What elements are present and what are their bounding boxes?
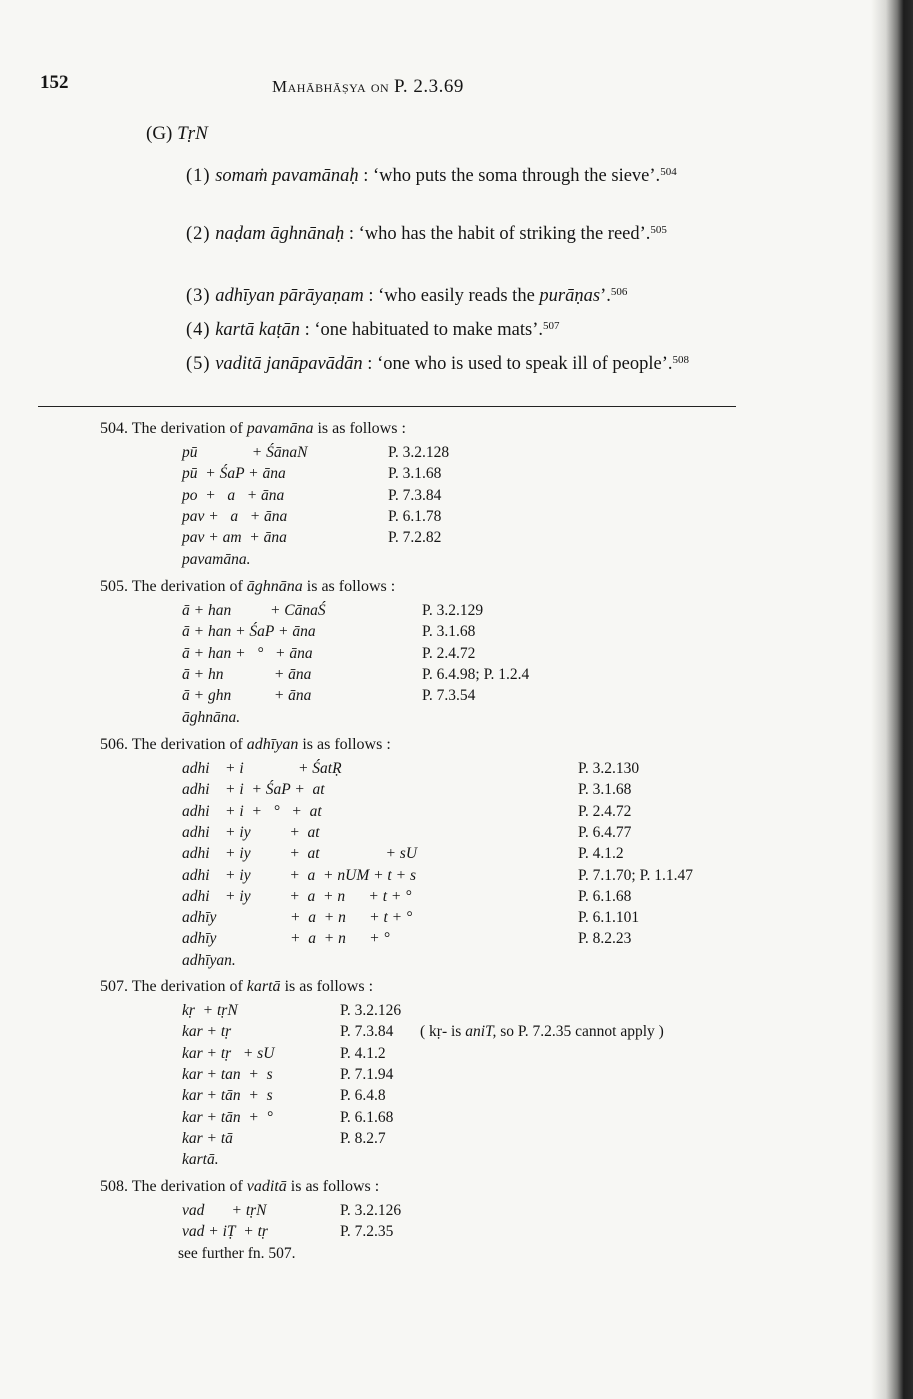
example-item: (5) vaditā janāpavādān : ‘one who is used to speak ill of people’.$^{508}$ (186, 354, 689, 374)
rule-reference: P. 7.2.35 (340, 1223, 394, 1241)
footnote-marker: 508 (672, 354, 689, 366)
derivation-step: kar + tān + ° (182, 1108, 273, 1126)
rule-reference: P. 6.1.68 (578, 887, 632, 905)
derivation-step: kar + tā (182, 1129, 233, 1147)
derivation-step: ā + ghn + āna (182, 687, 312, 705)
derivation-step: vad + iṬ + tṛ (182, 1223, 268, 1241)
derivation-step: ā + han + ŚaP + āna (182, 623, 316, 641)
footnote-heading: 506. The derivation of adhīyan is as follows : (100, 736, 391, 753)
footnote-number: 506. (100, 736, 128, 753)
rule-reference: P. 7.1.70; P. 1.1.47 (578, 866, 693, 884)
example-sanskrit: vaditā janāpavādān (215, 354, 363, 374)
derivation-note-term: aniT, (465, 1023, 497, 1041)
derivation-step: kar + tṛ (182, 1023, 232, 1041)
rule-reference: P. 3.2.130 (578, 760, 640, 777)
example-gloss: ‘who has the habit of striking the reed’. (358, 224, 651, 244)
footnote-marker: 506 (610, 286, 628, 298)
rule-reference: P. 4.1.2 (340, 1044, 386, 1062)
footnote-heading: 507. The derivation of kartā is as follows : (100, 978, 374, 995)
rule-reference: P. 3.1.68 (422, 623, 476, 641)
derivation-result: adhīyan. (182, 951, 236, 969)
rule-reference: P. 6.4.77 (578, 823, 632, 841)
derivation-step: kar + tan + s (182, 1065, 273, 1083)
rule-reference: P. 3.2.126 (340, 1202, 402, 1219)
example-number: (3) (186, 286, 211, 306)
derivation-step: pū + ŚaP + āna (182, 465, 286, 483)
derivation-result: see further fn. 507. (178, 1244, 296, 1262)
rule-reference: P. 7.1.94 (340, 1065, 394, 1083)
footnote-term: adhīyan (246, 736, 299, 753)
derivation-result: pavamāna. (182, 550, 251, 568)
rule-reference: P. 3.2.126 (340, 1002, 402, 1019)
rule-reference: P. 2.4.72 (578, 802, 632, 820)
example-gloss: ‘one who is used to speak ill of people’. (377, 354, 673, 374)
running-title (272, 76, 464, 98)
example-number: (4) (186, 320, 211, 340)
rule-reference: P. 7.2.82 (388, 529, 442, 547)
footnote-heading: 508. The derivation of vaditā is as follows : (100, 1178, 380, 1195)
derivation-step: kar + tān + s (182, 1087, 273, 1105)
derivation-step: adhīy + a + n + t + ° (182, 909, 413, 927)
rule-reference: P. 3.2.129 (422, 602, 484, 619)
derivation-step: pav + am + āna (182, 529, 287, 547)
example-gloss: ‘one habituated to make mats’. (314, 320, 543, 340)
derivation-step: kar + tṛ + sU (182, 1044, 275, 1062)
derivation-step: adhi + i + ŚatṚ (182, 760, 342, 777)
footnote-heading: 505. The derivation of āghnāna is as follows : (100, 578, 396, 595)
footnote-term: vaditā (246, 1178, 287, 1195)
rule-reference: P. 8.2.7 (340, 1129, 386, 1147)
section-affix: TṛN (177, 123, 208, 144)
derivation-note: ( kṛ- is aniT, so P. 7.2.35 cannot apply ) (420, 1023, 664, 1041)
page-number: 152 (40, 72, 69, 93)
derivation-step: vad + tṛN (182, 1202, 267, 1219)
rule-reference: P. 6.1.101 (578, 909, 640, 927)
derivation-step: po + a + āna (182, 486, 285, 504)
derivation-result: kartā. (182, 1151, 219, 1169)
example-item: (2) naḍam āghnānaḥ : ‘who has the habit of striking the reed’.$^{505}$ (186, 224, 667, 244)
running-title-text: Mahābhāṣya on (272, 77, 390, 96)
footnote-number: 507. (100, 978, 128, 995)
example-number: (2) (186, 224, 211, 244)
derivation-step: kṛ + tṛN (182, 1002, 238, 1019)
footnote-marker: 504 (660, 166, 677, 178)
rule-reference: P. 3.1.68 (388, 465, 442, 483)
page-edge-shadow (871, 0, 913, 1399)
derivation-step: ā + hn + āna (182, 665, 312, 683)
example-sanskrit: adhīyan pārāyaṇam (215, 286, 364, 306)
example-number: (1) (186, 166, 211, 186)
derivation-step: adhi + i + ŚaP + at (182, 781, 325, 799)
derivation-step: pav + a + āna (182, 507, 288, 525)
derivation-step: ā + han + ° + āna (182, 644, 313, 662)
derivation-step: ā + han + CānaŚ (182, 602, 326, 619)
rule-reference: P. 2.4.72 (422, 644, 476, 662)
footnote-number: 504. (100, 420, 128, 437)
rule-reference: P. 6.1.78 (388, 507, 442, 525)
footnote-number: 505. (100, 578, 128, 595)
rule-reference: P. 3.2.128 (388, 444, 450, 461)
rule-reference: P. 6.1.68 (340, 1108, 394, 1126)
footnote-term: kartā (246, 978, 281, 995)
rule-reference: P. 4.1.2 (578, 845, 624, 863)
derivation-result: āghnāna. (182, 708, 241, 726)
example-sanskrit: kartā kaṭān (215, 320, 300, 340)
rule-reference: P. 7.3.84 (388, 486, 442, 504)
example-item: (1) somaṁ pavamānaḥ : ‘who puts the soma through the sieve’.$^{504}$ (186, 166, 677, 186)
footnote-number: 508. (100, 1178, 128, 1195)
derivation-step: adhi + iy + a + nUM + t + s (182, 866, 416, 884)
example-sanskrit: somaṁ pavamānaḥ (215, 166, 359, 186)
rule-reference: P. 3.1.68 (578, 781, 632, 799)
footnote-term: āghnāna (246, 578, 303, 595)
footnote-marker: 505 (650, 224, 667, 236)
derivation-step: pū + ŚānaN (182, 444, 308, 461)
running-title-ref: P. 2.3.69 (393, 76, 464, 97)
example-sanskrit: naḍam āghnānaḥ (215, 224, 345, 244)
derivation-step: adhi + i + ° + at (182, 802, 322, 820)
example-gloss: ‘who easily reads the purāṇas’. (378, 286, 611, 306)
example-item: (3) adhīyan pārāyaṇam : ‘who easily reads the purāṇas’.$^{506}$ (186, 286, 628, 306)
footnote-marker: 507 (542, 320, 560, 332)
section-heading (146, 123, 208, 145)
derivation-step: adhi + iy + a + n + t + ° (182, 887, 412, 905)
rule-reference: P. 6.4.8 (340, 1087, 386, 1105)
rule-reference: P. 7.3.54 (422, 687, 476, 705)
rule-reference: P. 6.4.98; P. 1.2.4 (422, 665, 530, 683)
rule-reference: P. 7.3.84 (340, 1023, 394, 1041)
derivation-step: adhi + iy + at (182, 823, 320, 841)
derivation-step: adhīy + a + n + ° (182, 930, 390, 948)
example-number: (5) (186, 354, 211, 374)
footnote-term: pavamāna (246, 420, 314, 437)
footnote-divider (38, 406, 736, 407)
example-gloss-term: purāṇas (539, 286, 601, 306)
example-item: (4) kartā kaṭān : ‘one habituated to make mats’.$^{507}$ (186, 320, 560, 340)
derivation-step: adhi + iy + at + sU (182, 845, 418, 863)
example-gloss: ‘who puts the soma through the sieve’. (372, 166, 661, 186)
rule-reference: P. 8.2.23 (578, 930, 632, 948)
section-label: (G) (146, 123, 173, 144)
footnote-heading: 504. The derivation of pavamāna is as follows : (100, 420, 406, 437)
